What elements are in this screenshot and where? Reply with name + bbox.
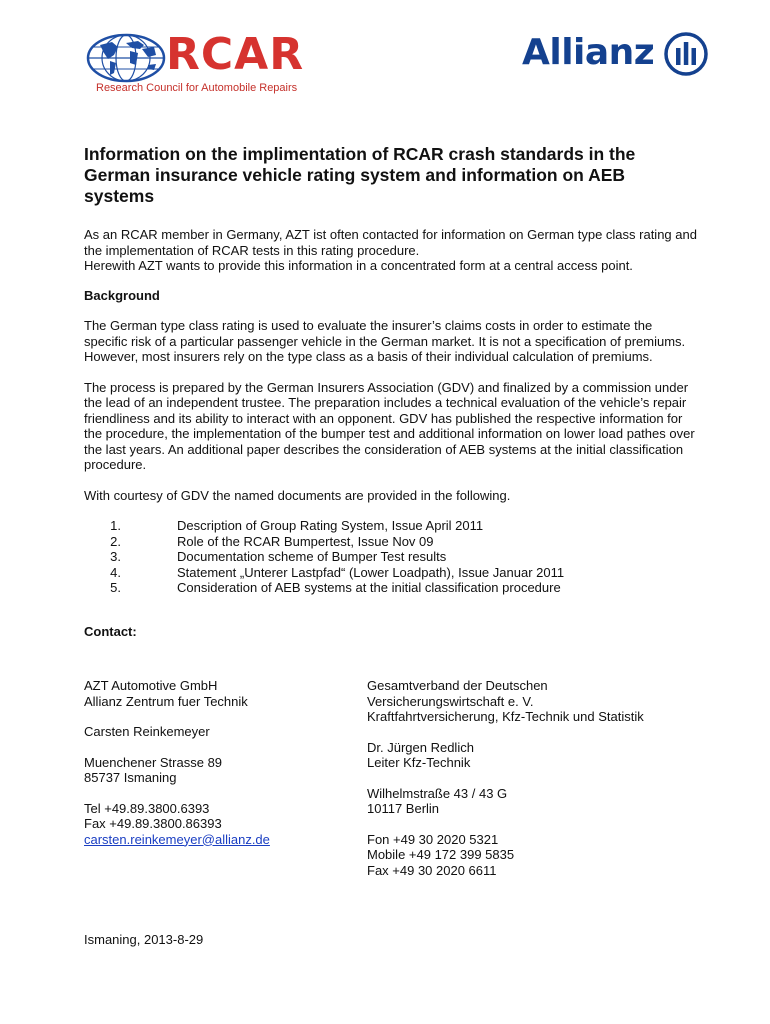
list-item-number: 3.	[110, 549, 121, 564]
allianz-wordmark: Allianz	[522, 32, 655, 73]
gdv-org-name: Gesamtverband der Deutschen	[367, 678, 548, 693]
rcar-logo	[86, 29, 305, 100]
gdv-contact-role: Leiter Kfz-Technik	[367, 755, 471, 770]
gdv-fax: Fax +49 30 2020 6611	[367, 862, 497, 878]
background-heading: Background	[84, 287, 160, 303]
list-item-text: Role of the RCAR Bumpertest, Issue Nov 09	[177, 533, 434, 549]
allianz-emblem-icon	[664, 32, 708, 76]
background-paragraph-2: The process is prepared by the German Insurers Association (GDV) and finalized by a commission under the lead of an independent trustee. The preparation includes a technical evaluation of the vehicle’s repair friendliness and its ability to interact with an opponent. GDV has published the respective information for the procedure, the implementation of the bumper test and additional information on lower load pathes over the last years. An additional paper describes the consideration of AEB systems at the initial classification procedure.	[84, 379, 695, 472]
intro-paragraph: As an RCAR member in Germany, AZT ist often contacted for information on German type class rating and the implementation of RCAR tests in this rating procedure.	[84, 227, 697, 258]
rcar-wordmark: RCAR	[166, 29, 305, 80]
list-item	[84, 534, 698, 550]
gdv-street: Wilhelmstraße 43 / 43 G	[367, 785, 508, 801]
gdv-mobile: Mobile +49 172 399 5835	[367, 847, 515, 862]
gdv-department: Kraftfahrtversicherung, Kfz-Technik und Statistik	[367, 709, 644, 724]
list-item-number: 1.	[110, 518, 121, 533]
list-item-text: Statement „Unterer Lastpfad“ (Lower Loadpath), Issue Januar 2011	[177, 564, 565, 580]
list-item-number: 2.	[110, 533, 121, 549]
rcar-subtitle: Research Council for Automobile Repairs	[96, 82, 298, 94]
intro-paragraph-2: Herewith AZT wants to provide this information in a concentrated form at a central access point.	[84, 258, 633, 273]
list-item-text: Documentation scheme of Bumper Test results	[177, 549, 447, 564]
background-paragraph-1: The German type class rating is used to evaluate the insurer’s claims costs in order to estimate the specific risk of a particular passenger vehicle in the German market. It is not a specification of premiums. However, most insurers rely on the type class as a basis of their individual calculation of premiums.	[84, 318, 686, 364]
document-list	[84, 518, 698, 596]
main-content	[84, 144, 698, 639]
list-item	[84, 518, 698, 534]
gdv-contact-person: Dr. Jürgen Redlich	[367, 739, 474, 755]
list-item-number: 4.	[110, 564, 121, 580]
page-title: Information on the implimentation of RCAR crash standards in the German insurance vehicle rating system and information on AEB systems	[84, 144, 636, 206]
list-item-text: Description of Group Rating System, Issue April 2011	[177, 518, 484, 533]
azt-org-name: AZT Automotive GmbH	[84, 678, 218, 693]
azt-email-link[interactable]: carsten.reinkemeyer@allianz.de	[84, 831, 270, 847]
contact-azt	[84, 678, 354, 847]
azt-city: 85737 Ismaning	[84, 770, 177, 785]
document-date: Ismaning, 2013-8-29	[84, 932, 204, 947]
azt-phone: Tel +49.89.3800.6393	[84, 800, 210, 816]
background-paragraph-3: With courtesy of GDV the named documents are provided in the following.	[84, 487, 511, 503]
azt-fax: Fax +49.89.3800.86393	[84, 816, 222, 831]
globe-icon	[86, 33, 166, 83]
azt-contact-person: Carsten Reinkemeyer	[84, 724, 210, 739]
contact-gdv	[367, 678, 707, 878]
gdv-phone: Fon +49 30 2020 5321	[367, 831, 499, 847]
azt-org-subname: Allianz Zentrum fuer Technik	[84, 693, 248, 709]
azt-street: Muenchener Strasse 89	[84, 754, 223, 770]
list-item-number: 5.	[110, 580, 121, 595]
list-item	[84, 565, 698, 581]
gdv-city: 10117 Berlin	[367, 801, 440, 816]
contact-heading: Contact:	[84, 623, 137, 639]
gdv-org-name-2: Versicherungswirtschaft e. V.	[367, 693, 534, 709]
list-item-text: Consideration of AEB systems at the initial classification procedure	[177, 580, 561, 595]
list-item	[84, 549, 698, 565]
list-item	[84, 580, 698, 596]
